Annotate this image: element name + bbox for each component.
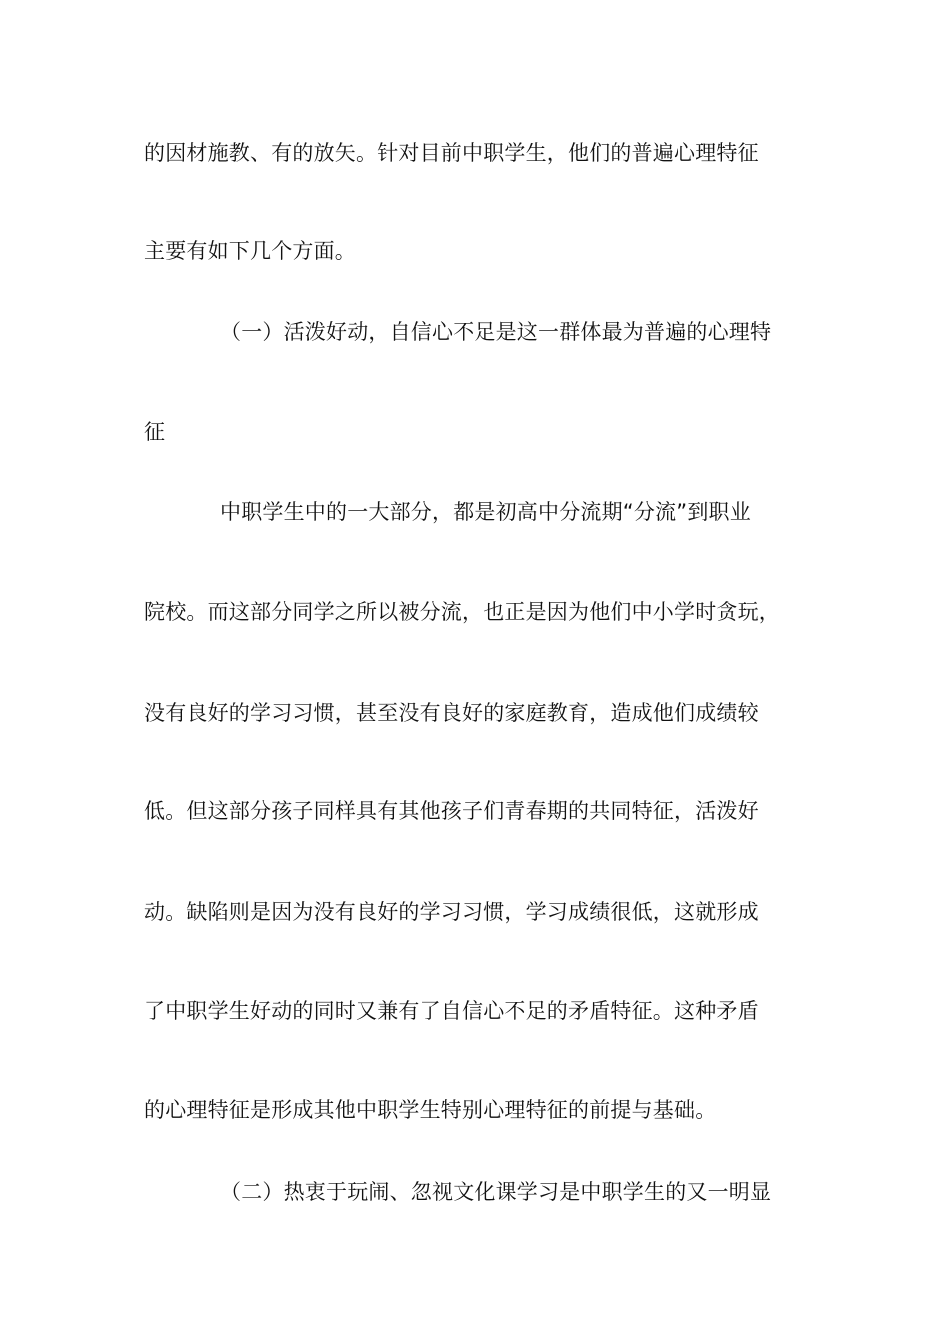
text-line-11: 的心理特征是形成其他中职学生特别心理特征的前提与基础。	[144, 1098, 717, 1122]
text-line-10: 了中职学生好动的同时又兼有了自信心不足的矛盾特征。这种矛盾	[144, 999, 759, 1023]
text-line-2: 主要有如下几个方面。	[144, 239, 356, 263]
text-line-8: 低。但这部分孩子同样具有其他孩子们青春期的共同特征，活泼好	[144, 799, 759, 823]
section-heading-1-continued: 征	[144, 420, 166, 444]
section-heading-2: （二）热衷于玩闹、忽视文化课学习是中职学生的又一明显	[220, 1180, 772, 1204]
text-line-1: 的因材施教、有的放矢。针对目前中职学生，他们的普遍心理特征	[144, 141, 759, 165]
text-line-6: 院校。而这部分同学之所以被分流，也正是因为他们中小学时贪玩，	[144, 600, 780, 624]
paragraph-start: 中职学生中的一大部分，都是初高中分流期“分流”到职业	[220, 500, 751, 524]
text-line-7: 没有良好的学习习惯，甚至没有良好的家庭教育，造成他们成绩较	[144, 701, 759, 725]
text-line-9: 动。缺陷则是因为没有良好的学习习惯，学习成绩很低，这就形成	[144, 900, 759, 924]
section-heading-1: （一）活泼好动，自信心不足是这一群体最为普遍的心理特	[220, 320, 772, 344]
